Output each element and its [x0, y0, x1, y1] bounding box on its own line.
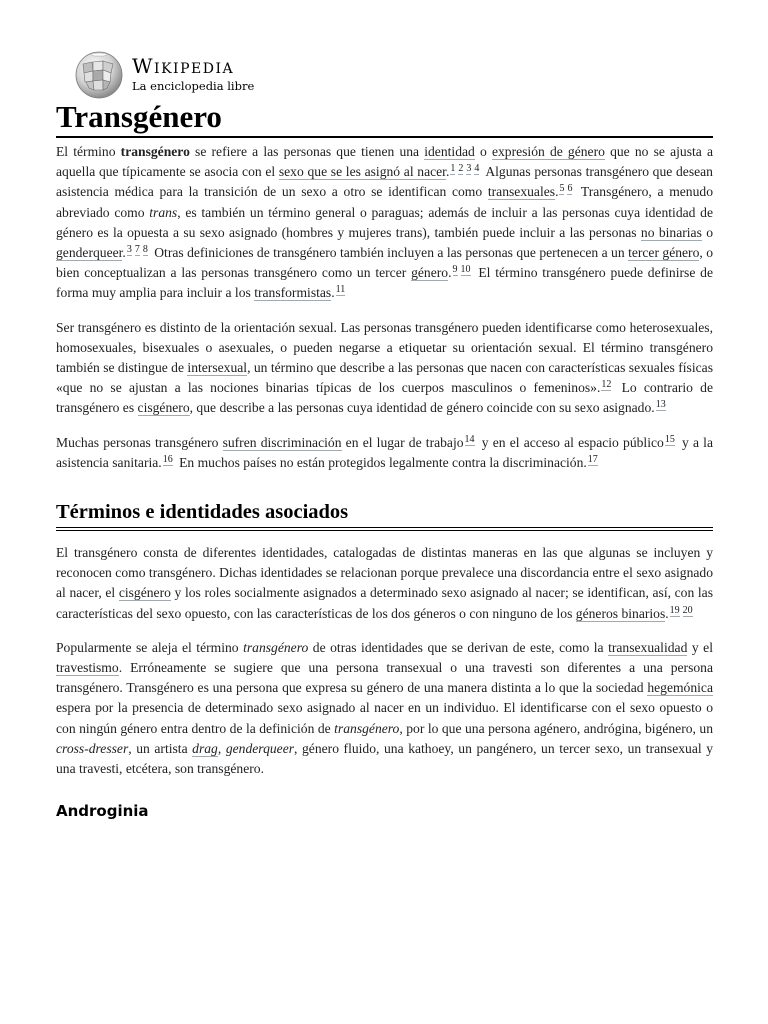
reference-link-4[interactable]: 4 — [474, 163, 480, 175]
link-generos-binarios[interactable]: géneros binarios — [575, 605, 666, 621]
reference-group — [588, 454, 601, 465]
reference-link-8[interactable]: 8 — [142, 244, 148, 256]
link-cisgenero-2[interactable]: cisgénero — [118, 585, 171, 601]
reference-link-2[interactable]: 2 — [458, 163, 464, 175]
section-heading-terminos: Términos e identidades asociados — [56, 499, 713, 531]
reference-link-10[interactable]: 10 — [460, 264, 471, 276]
link-transexualidad[interactable]: transexualidad — [608, 639, 688, 655]
section1-paragraph-1: El transgénero consta de diferentes identidades, catalogadas de distintas maneras en las que algunas se incluyen y reconocen como transgénero. Dichas identidades se relacionan porque prevalece una discordancia entre el sexo asignado al nacer, el cisgénero y los roles socialmente asignados a determinado sexo asignado al nacer; se identifican, así, con las características del sexo opuesto, con las características de los dos géneros o con ninguno de los géneros binarios.$^{19 20}$ — [56, 545, 713, 621]
link-genderqueer[interactable]: genderqueer — [56, 245, 123, 261]
reference-group — [656, 399, 669, 410]
wikipedia-tagline: La enciclopedia libre — [132, 79, 255, 93]
reference-link-3[interactable]: 3 — [126, 244, 132, 256]
reference-link-9[interactable]: 9 — [452, 264, 458, 276]
reference-link-16[interactable]: 16 — [162, 453, 173, 465]
link-identidad[interactable]: identidad — [424, 144, 475, 159]
reference-link-19[interactable]: 19 — [669, 604, 680, 616]
wikipedia-logo[interactable] — [74, 50, 314, 100]
wikipedia-wordmark: Wikipedia — [132, 54, 235, 78]
reference-link-11[interactable]: 11 — [335, 284, 346, 296]
link-sexo-asignado[interactable]: sexo que se les asignó al nacer — [278, 164, 446, 180]
reference-group — [127, 244, 151, 255]
link-genero[interactable]: género — [411, 265, 449, 281]
reference-group — [670, 605, 696, 616]
link-transexuales[interactable]: transexuales — [487, 184, 556, 200]
link-transformistas[interactable]: transformistas — [254, 285, 332, 301]
link-hegemonica[interactable]: hegemónica — [647, 680, 713, 696]
reference-link-14[interactable]: 14 — [464, 433, 475, 445]
reference-group — [450, 163, 482, 174]
subsection-heading-androginia: Androginia — [56, 802, 149, 821]
reference-group — [453, 264, 474, 275]
article-body — [56, 142, 713, 821]
reference-link-20[interactable]: 20 — [682, 604, 693, 616]
reference-link-12[interactable]: 12 — [601, 379, 612, 391]
reference-link-7[interactable]: 7 — [134, 244, 140, 256]
link-intersexual[interactable]: intersexual — [187, 360, 248, 376]
intro-paragraph-3: Muchas personas transgénero sufren discriminación en el lugar de trabajo$^{14}$ y en el acceso al espacio público$^{15}$ y a la asistencia sanitaria.$^{16}$ En muchos países no están protegidos legalmente contra la discriminación.$^{17}$ — [56, 433, 713, 470]
page-title: Transgénero — [56, 98, 713, 138]
wikipedia-globe-icon — [74, 50, 124, 100]
link-drag[interactable]: drag — [192, 740, 218, 756]
intro-paragraph-2: Ser transgénero es distinto de la orientación sexual. Las personas transgénero pueden identificarse como heterosexuales, homosexuales, bisexuales o asexuales, o pueden negarse a etiquetar su orientación sexual. El término transgénero también se distingue de intersexual, un término que describe a las personas que nacen con características sexuales físicas «que no se ajustan a las nociones binarias típicas de los cuerpos masculinos o femeninos».$^{12}$ Lo contrario de transgénero es cisgénero, que describe a las personas cuya identidad de género coincide con su sexo asignado.$^{13}$ — [56, 319, 713, 416]
reference-link-1[interactable]: 1 — [450, 163, 456, 175]
reference-link-3[interactable]: 3 — [466, 163, 472, 175]
reference-link-5[interactable]: 5 — [559, 183, 565, 195]
reference-group — [559, 183, 575, 194]
intro-paragraph-1: El término transgénero se refiere a las personas que tienen una identidad o expresión de género que no se ajusta a aquella que típicamente se asocia con el sexo que se les asignó al nacer.$^{1 2 3 4}$ Algunas personas transgénero que desean asistencia médica para la transición de un sexo a otro se identifican como transexuales.$^{5 6}$ Transgénero, a menudo abreviado como trans, es también un término general o paraguas; además de incluir a las personas cuya identidad de género es la opuesta a su sexo asignado (hombres y mujeres trans), también puede incluir a las personas no binarias o genderqueer.$^{3 7 8}$ Otras definiciones de transgénero también incluyen a las personas que pertenecen a un tercer género, o bien conceptualizan a las personas transgénero como un tercer género.$^{9 10}$ El término transgénero puede definirse de forma muy amplia para incluir a los transformistas.$^{11}$ — [56, 144, 714, 301]
reference-link-6[interactable]: 6 — [567, 183, 573, 195]
reference-link-17[interactable]: 17 — [587, 453, 598, 465]
section1-paragraph-2: Popularmente se aleja el término transgénero de otras identidades que se derivan de este, como la transexualidad y el travestismo. Erróneamente se sugiere que una persona transexual o una travesti son diferentes a una persona transgénero. Transgénero es una persona que expresa su género de una manera distinta a lo que la sociedad hegemónica espera por la presencia de determinado sexo asignado al nacer en un individuo. El identificarse con el sexo opuesto o con ningún género entra dentro de la definición de transgénero, por lo que una persona agénero, andrógina, bigénero, un cross-dresser, un artista drag, genderqueer, género fluido, una kathoey, un pangénero, un tercer sexo, un transexual y una travesti, etcétera, son transgénero. — [56, 639, 713, 777]
reference-group — [465, 434, 478, 445]
reference-group — [163, 454, 176, 465]
reference-link-15[interactable]: 15 — [664, 433, 675, 445]
link-discriminacion[interactable]: sufren discriminación — [222, 434, 342, 450]
link-expresion-de-genero[interactable]: expresión de género — [491, 144, 605, 159]
link-cisgenero[interactable]: cisgénero — [137, 400, 190, 416]
link-travestismo[interactable]: travestismo — [56, 660, 119, 676]
link-no-binarias[interactable]: no binarias — [640, 224, 702, 240]
reference-group — [336, 284, 349, 295]
reference-link-13[interactable]: 13 — [655, 399, 666, 411]
reference-group — [601, 379, 614, 390]
link-tercer-genero[interactable]: tercer género — [628, 245, 700, 261]
reference-group — [665, 434, 678, 445]
